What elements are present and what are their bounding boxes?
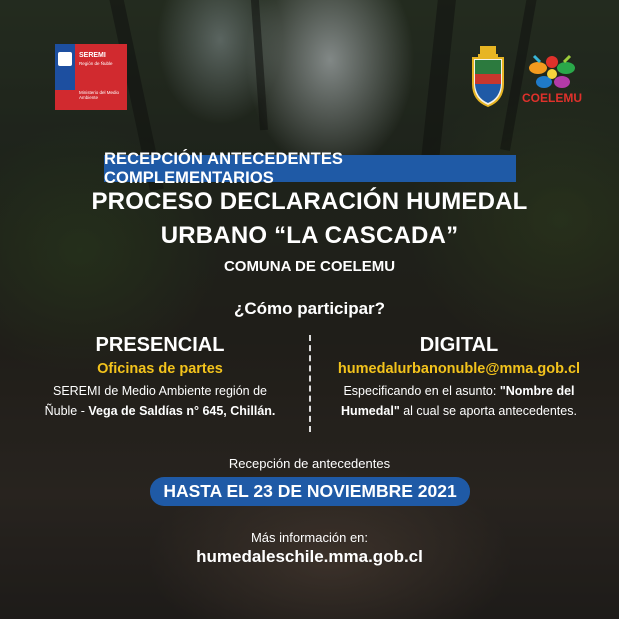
section-divider (309, 335, 311, 432)
reception-label: Recepción de antecedentes (228, 456, 391, 471)
seremi-ministry: Ministerio del Medio Ambiente (79, 90, 120, 100)
digital-instructions (318, 381, 600, 421)
digital-section (318, 334, 600, 421)
presencial-heading: PRESENCIAL (95, 334, 225, 356)
deadline-badge: HASTA EL 23 DE NOVIEMBRE 2021 (150, 477, 470, 506)
title-line-1: PROCESO DECLARACIÓN HUMEDAL (91, 188, 528, 215)
digital-line-2-bold: Humedal" (341, 404, 400, 418)
seremi-logo-flag (55, 44, 75, 110)
seremi-logo (55, 44, 127, 110)
digital-line-1-bold: "Nombre del (499, 384, 575, 398)
comuna: COMUNA DE COELEMU (223, 258, 396, 275)
digital-email[interactable]: humedalurbanonuble@mma.gob.cl (337, 361, 581, 377)
coelemu-shield-icon (470, 44, 506, 108)
website-link[interactable]: humedaleschile.mma.gob.cl (196, 547, 423, 566)
presencial-section (26, 334, 294, 421)
seremi-logo-text (75, 44, 127, 110)
digital-line-2-suffix: al cual se aporta antecedentes. (399, 404, 577, 418)
title-line-2: URBANO “LA CASCADA” (160, 222, 459, 249)
presencial-line-2-prefix: Ñuble - (44, 404, 89, 418)
seremi-region: Región de Ñuble (79, 61, 113, 66)
chile-crest-icon (58, 52, 72, 66)
presencial-address (26, 381, 294, 421)
digital-heading: DIGITAL (419, 334, 499, 356)
presencial-line-1: SEREMI de Medio Ambiente región de (52, 384, 267, 398)
participation-question: ¿Cómo participar? (233, 299, 386, 318)
coelemu-logo-icon (516, 44, 588, 110)
more-info-label: Más información en: (250, 530, 369, 545)
digital-line-1-prefix: Especificando en el asunto: (343, 384, 500, 398)
presencial-address-bold: Vega de Saldías n° 645, Chillán. (88, 404, 276, 418)
seremi-title: SEREMI (79, 52, 106, 59)
presencial-subheading: Oficinas de partes (97, 361, 223, 377)
banner: RECEPCIÓN ANTECEDENTES COMPLEMENTARIOS (104, 155, 516, 182)
coelemu-label: COELEMU (522, 91, 582, 105)
